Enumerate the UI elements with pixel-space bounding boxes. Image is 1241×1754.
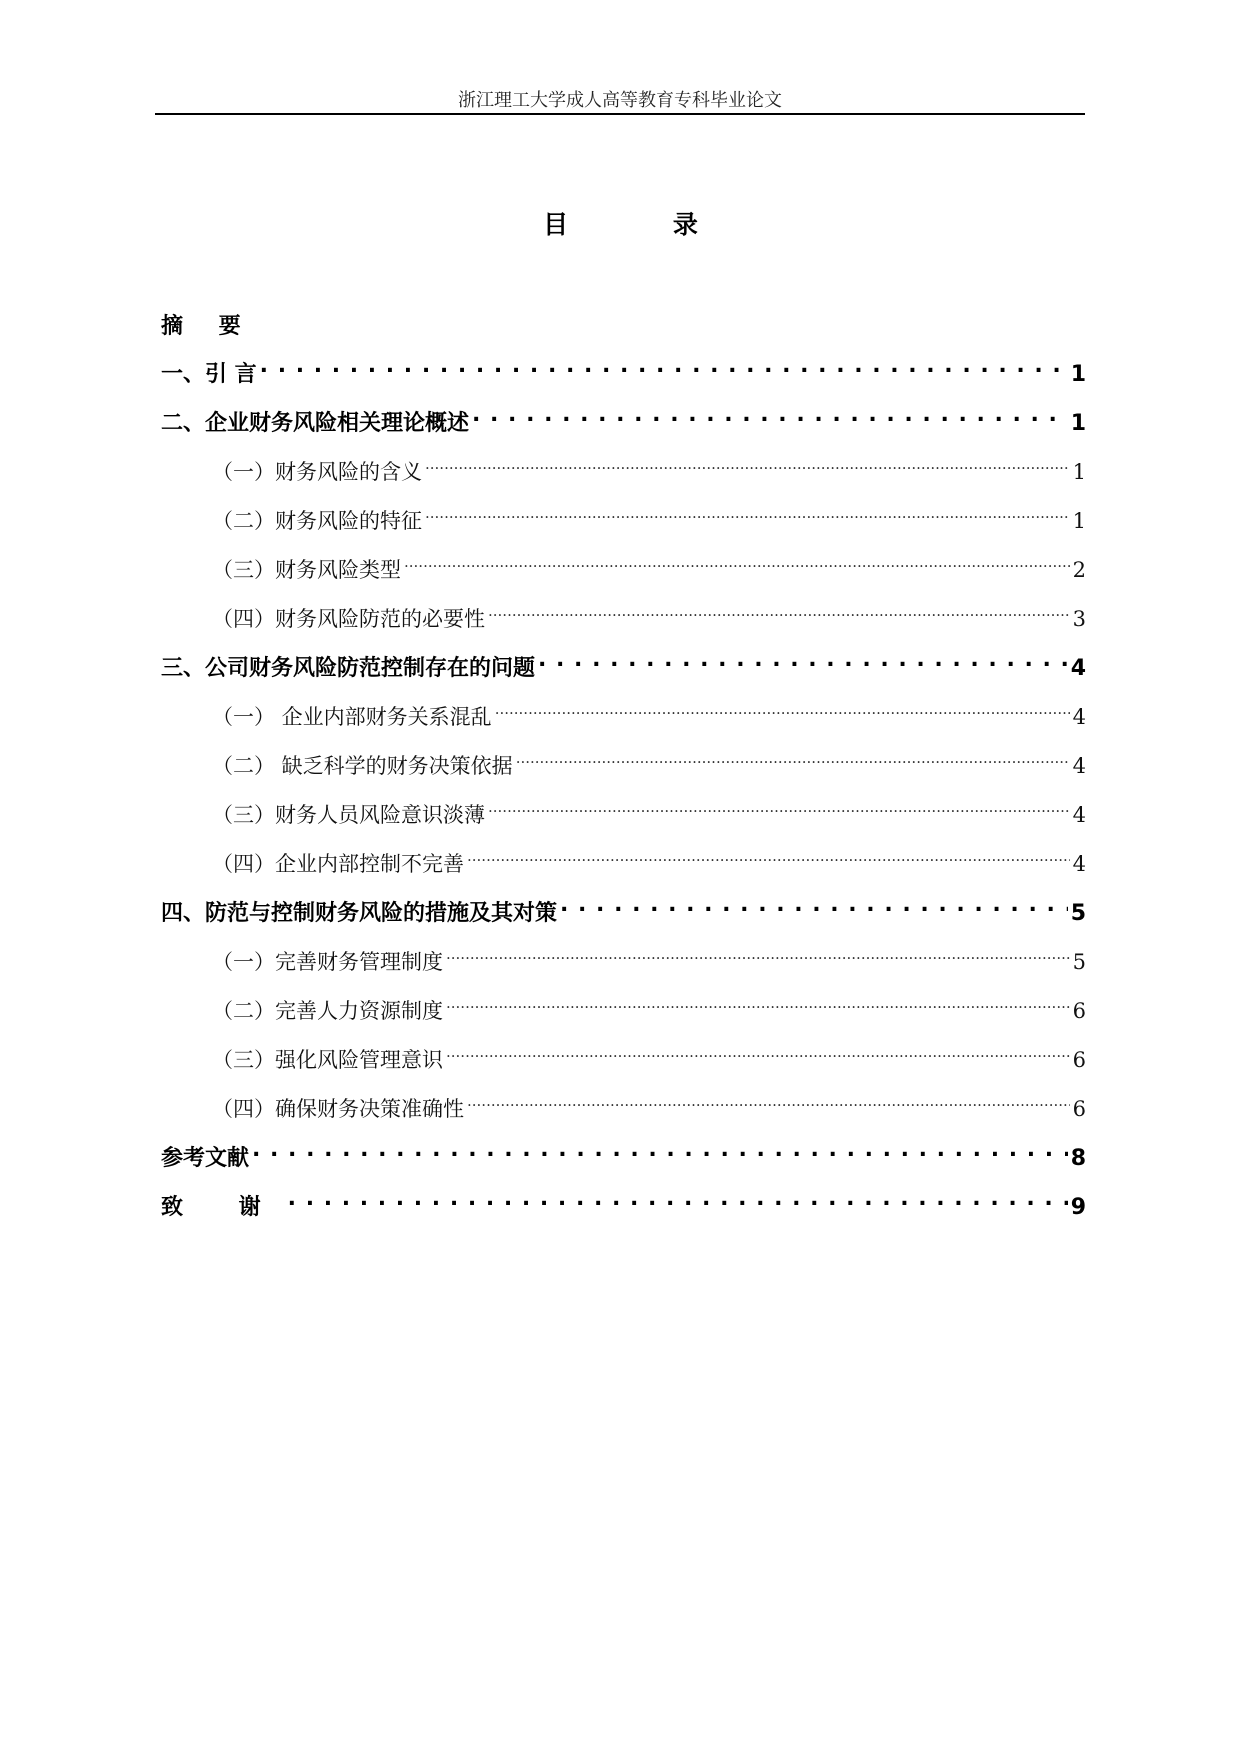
- toc-page-number: 5: [1072, 950, 1086, 974]
- toc-entry-3-2[interactable]: [212, 743, 1086, 778]
- toc-page-number: 9: [1070, 1195, 1086, 1220]
- toc-entry-introduction[interactable]: [161, 351, 1086, 387]
- dot-leader: [467, 841, 1070, 871]
- toc-page-number: 4: [1070, 656, 1086, 681]
- toc-page-number: 4: [1072, 852, 1086, 876]
- toc-entry-2-2[interactable]: [212, 498, 1086, 533]
- toc-entry-label: （三）财务风险类型: [212, 558, 401, 582]
- toc-entry-label: 致 谢: [161, 1195, 285, 1220]
- toc-entry-4-3[interactable]: [212, 1037, 1086, 1072]
- dot-leader: [446, 1037, 1070, 1067]
- toc-entry-4-1[interactable]: [212, 939, 1086, 974]
- toc-page-number: 4: [1072, 705, 1086, 729]
- toc-entry-label: （四）财务风险防范的必要性: [212, 607, 485, 631]
- toc-entry-label: 参考文献: [161, 1146, 250, 1171]
- toc-entry-label: 四、防范与控制财务风险的措施及其对策: [161, 901, 558, 926]
- toc-entry-label: （二）完善人力资源制度: [212, 999, 443, 1023]
- toc-entry-label: （二）财务风险的特征: [212, 509, 422, 533]
- dot-leader: [516, 743, 1070, 773]
- toc-page-number: 8: [1070, 1146, 1086, 1171]
- toc-title: 目 录: [543, 210, 746, 239]
- dot-leader: [488, 596, 1070, 626]
- toc-page-number: 2: [1072, 558, 1086, 582]
- toc-entry-label: （二） 缺乏科学的财务决策依据: [212, 754, 513, 778]
- toc-page-number: 1: [1072, 460, 1086, 484]
- dot-leader: [288, 1184, 1068, 1214]
- toc-entry-chapter-2[interactable]: [161, 400, 1086, 436]
- dot-leader: [260, 351, 1068, 381]
- dot-leader: [446, 939, 1070, 969]
- toc-entry-label: （一）完善财务管理制度: [212, 950, 443, 974]
- toc-entry-chapter-3[interactable]: [161, 645, 1086, 681]
- toc-page-number: 4: [1072, 754, 1086, 778]
- toc-entry-label: （四）企业内部控制不完善: [212, 852, 464, 876]
- toc-entry-label: （三）财务人员风险意识淡薄: [212, 803, 485, 827]
- toc-entry-2-3[interactable]: [212, 547, 1086, 582]
- toc-entry-3-4[interactable]: [212, 841, 1086, 876]
- toc-entry-label: 一、引 言: [161, 362, 257, 387]
- toc-entry-label: （一） 企业内部财务关系混乱: [212, 705, 492, 729]
- toc-entry-label: 二、企业财务风险相关理论概述: [161, 411, 470, 436]
- dot-leader: [425, 498, 1070, 528]
- toc-page-number: 3: [1072, 607, 1086, 631]
- toc-entry-label: （三）强化风险管理意识: [212, 1048, 443, 1072]
- toc-entry-abstract[interactable]: [161, 303, 1086, 339]
- toc-entry-acknowledgements[interactable]: [161, 1184, 1086, 1220]
- running-header: 浙江理工大学成人高等教育专科毕业论文: [458, 90, 782, 111]
- toc-page-number: 1: [1070, 362, 1086, 387]
- toc-entry-label: 三、公司财务风险防范控制存在的问题: [161, 656, 536, 681]
- toc-page-number: 4: [1072, 803, 1086, 827]
- toc-page-number: 1: [1070, 411, 1086, 436]
- toc-entry-label: （一）财务风险的含义: [212, 460, 422, 484]
- toc-page-number: 6: [1072, 1097, 1086, 1121]
- dot-leader: [446, 988, 1070, 1018]
- toc-page-number: 5: [1070, 901, 1086, 926]
- toc-entry-4-2[interactable]: [212, 988, 1086, 1023]
- toc-entry-label: 摘 要: [161, 314, 255, 339]
- toc-entry-2-1[interactable]: [212, 449, 1086, 484]
- dot-leader: [404, 547, 1070, 577]
- toc-entry-3-3[interactable]: [212, 792, 1086, 827]
- toc-entry-label: （四）确保财务决策准确性: [212, 1097, 464, 1121]
- dot-leader: [488, 792, 1070, 822]
- dot-leader: [252, 1135, 1068, 1165]
- toc-entry-chapter-4[interactable]: [161, 890, 1086, 926]
- toc-entry-references[interactable]: [161, 1135, 1086, 1171]
- dot-leader: [425, 449, 1070, 479]
- dot-leader: [560, 890, 1068, 920]
- toc-page-number: 1: [1072, 509, 1086, 533]
- toc-entry-4-4[interactable]: [212, 1086, 1086, 1121]
- dot-leader: [467, 1086, 1070, 1116]
- toc-page-number: 6: [1072, 1048, 1086, 1072]
- dot-leader: [538, 645, 1068, 675]
- toc-entry-3-1[interactable]: [212, 694, 1086, 729]
- toc-entry-2-4[interactable]: [212, 596, 1086, 631]
- dot-leader: [472, 400, 1068, 430]
- toc-page-number: 6: [1072, 999, 1086, 1023]
- dot-leader: [495, 694, 1070, 724]
